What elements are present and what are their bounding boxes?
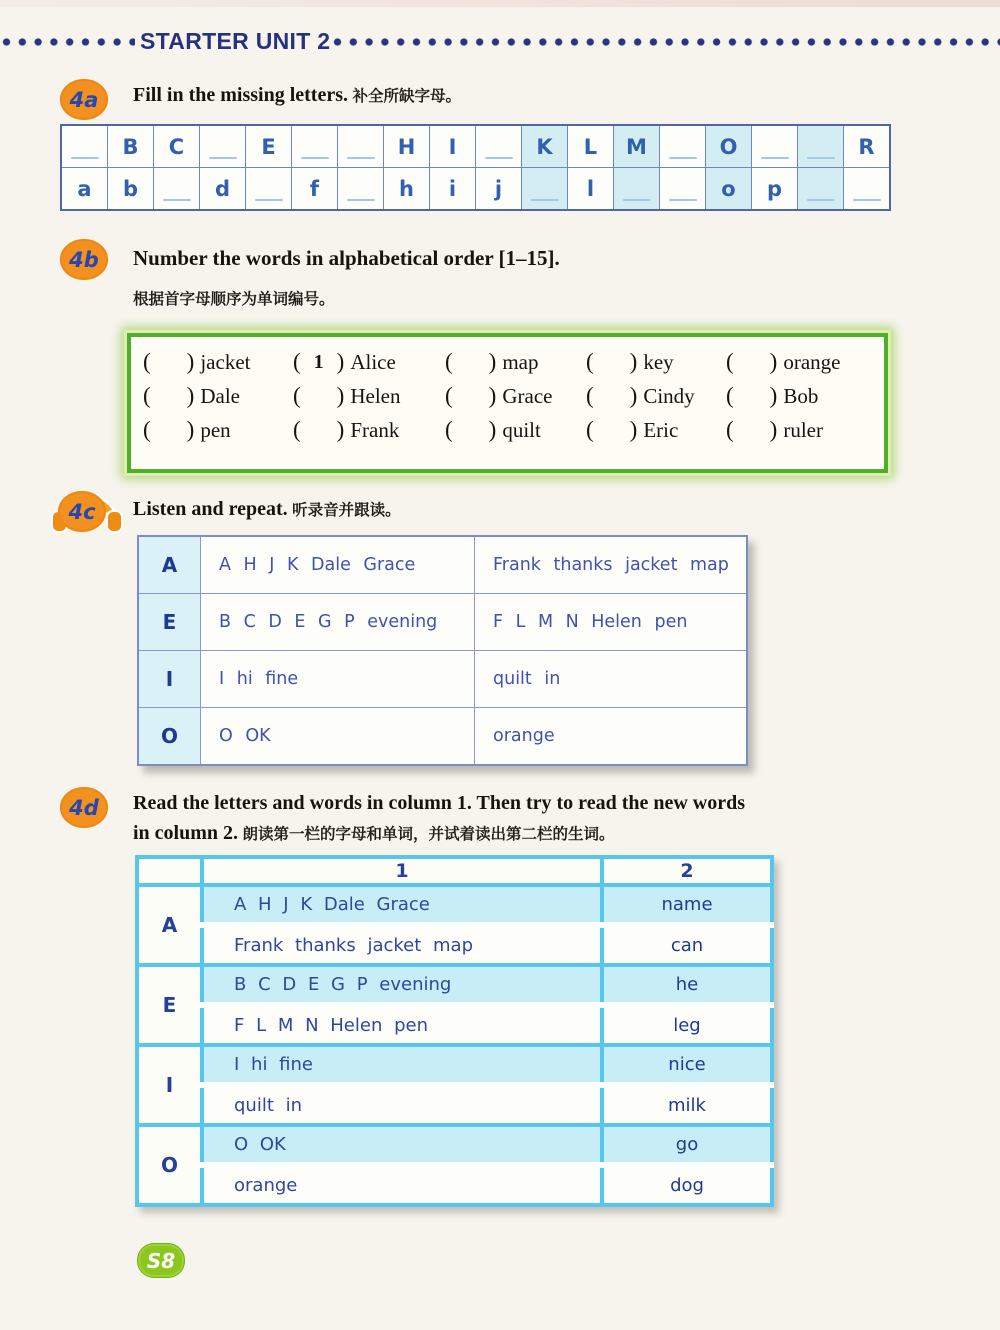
alphabet-letter: b (122, 176, 139, 201)
alphabet-cell (476, 168, 522, 211)
blank-underline (255, 199, 283, 202)
sound-words-col1: A H J K Dale Grace (201, 536, 475, 594)
open-paren: ( (445, 383, 453, 408)
blank-underline (163, 199, 191, 202)
word-numbering-item (586, 349, 726, 375)
blank-underline (209, 157, 237, 160)
alphabet-row-lower (61, 168, 890, 211)
close-paren: ) (336, 349, 345, 374)
alphabet-cell (384, 168, 430, 211)
exercise-4a-title-zh: 补全所缺字母。 (352, 88, 461, 105)
blank-underline (71, 157, 99, 160)
alphabet-letter: M (626, 134, 647, 159)
new-word-col2: can (602, 925, 772, 965)
alphabet-cell (752, 125, 798, 168)
close-paren: ) (629, 383, 638, 408)
close-paren: ) (186, 417, 195, 442)
word-numbering-item (445, 417, 586, 443)
blank-underline (301, 157, 329, 160)
alphabet-letter: B (122, 134, 139, 159)
new-word-col2: nice (602, 1045, 772, 1085)
alphabet-cell (384, 125, 430, 168)
alphabet-cell (200, 125, 246, 168)
header-dotted-line-right (333, 37, 1000, 47)
exercise-4d-title-en-line1: Read the letters and words in column 1. Then try to read the new words (133, 792, 746, 814)
alphabet-cell (522, 125, 568, 168)
alphabet-cell (706, 125, 752, 168)
alphabet-cell (108, 168, 154, 211)
open-paren: ( (143, 417, 151, 442)
alphabet-letter: K (536, 134, 553, 159)
sound-letter: O (138, 708, 201, 766)
word-numbering-row (143, 379, 884, 413)
blank-underline (807, 157, 835, 160)
table-row (137, 1045, 772, 1085)
exercise-4c-title-zh: 听录音并跟读。 (292, 502, 401, 519)
table-row (137, 1085, 772, 1125)
group-letter: I (137, 1045, 202, 1125)
listen-repeat-table (137, 535, 748, 766)
sound-words-col2: F L M N Helen pen (475, 594, 748, 651)
blank-underline (347, 157, 375, 160)
alphabet-cell (660, 168, 706, 211)
new-word-col2: leg (602, 1005, 772, 1045)
alphabet-cell (61, 125, 108, 168)
word-numbering-item (293, 349, 445, 375)
alphabet-letter: o (721, 176, 736, 201)
close-paren: ) (488, 349, 497, 374)
table-row (137, 1125, 772, 1165)
sound-words-col1: I hi fine (201, 651, 475, 708)
word-label: orange (783, 349, 841, 374)
group-words-col1: quilt in (202, 1085, 602, 1125)
alphabet-letter: h (399, 176, 414, 201)
exercise-4c-title-en: Listen and repeat. (133, 498, 288, 520)
word-numbering-row (143, 413, 884, 447)
blank-underline (669, 199, 697, 202)
alphabet-cell (752, 168, 798, 211)
sound-words-col1: B C D E G P evening (201, 594, 475, 651)
word-label: Helen (350, 383, 401, 408)
close-paren: ) (769, 349, 778, 374)
alphabet-cell (200, 168, 246, 211)
exercise-4b-title-zh: 根据首字母顺序为单词编号。 (133, 291, 335, 308)
word-label: Dale (200, 383, 240, 408)
close-paren: ) (488, 383, 497, 408)
sound-letter: A (138, 536, 201, 594)
table-row (138, 708, 747, 766)
new-word-col2: name (602, 885, 772, 925)
blank-underline (807, 199, 835, 202)
open-paren: ( (586, 417, 594, 442)
alphabet-cell (430, 125, 476, 168)
table-row (138, 536, 747, 594)
word-numbering-item (293, 417, 445, 443)
table-row (137, 1005, 772, 1045)
word-numbering-item (586, 417, 726, 443)
alphabet-cell (614, 125, 660, 168)
alphabet-cell (338, 168, 384, 211)
column-header-2: 2 (602, 857, 772, 885)
alphabet-cell (568, 168, 614, 211)
corner-cell (137, 857, 202, 885)
alphabet-cell (292, 125, 338, 168)
word-numbering-row (143, 345, 884, 379)
alphabet-cell (568, 125, 614, 168)
new-word-col2: milk (602, 1085, 772, 1125)
alphabet-letter: f (309, 176, 320, 201)
open-paren: ( (586, 383, 594, 408)
open-paren: ( (445, 349, 453, 374)
alphabet-table-wrap (60, 124, 891, 211)
alphabet-cell (154, 168, 200, 211)
exercise-4d-title-en-line2: in column 2. (133, 822, 239, 844)
close-paren: ) (769, 383, 778, 408)
open-paren: ( (143, 349, 151, 374)
exercise-4c-badge: 4c (58, 491, 106, 532)
open-paren: ( (143, 383, 151, 408)
word-label: pen (200, 417, 231, 442)
alphabet-cell (844, 125, 891, 168)
open-paren: ( (726, 349, 734, 374)
blank-underline (853, 199, 881, 202)
alphabet-letter: a (77, 176, 92, 201)
group-words-col1: Frank thanks jacket map (202, 925, 602, 965)
alphabet-letter: d (214, 176, 231, 201)
open-paren: ( (726, 417, 734, 442)
blank-underline (761, 157, 789, 160)
alphabet-cell (844, 168, 891, 211)
close-paren: ) (629, 417, 638, 442)
header-dotted-line-left (2, 37, 135, 47)
alphabet-letter: L (583, 134, 598, 159)
alphabet-cell (246, 168, 292, 211)
exercise-4d-title-zh: 朗读第一栏的字母和单词，并试着读出第二栏的生词。 (242, 826, 615, 843)
alphabet-cell (154, 125, 200, 168)
close-paren: ) (336, 417, 345, 442)
exercise-4d-heading (133, 789, 923, 849)
word-label: Eric (643, 417, 679, 442)
word-numbering-item (726, 383, 884, 409)
sound-words-col1: O OK (201, 708, 475, 766)
open-paren: ( (726, 383, 734, 408)
table-row (137, 925, 772, 965)
open-paren: ( (293, 417, 301, 442)
alphabet-letter: l (586, 176, 595, 201)
table-row (137, 1165, 772, 1205)
unit-title: STARTER UNIT 2 (140, 28, 331, 54)
blank-underline (347, 199, 375, 202)
group-words-col1: F L M N Helen pen (202, 1005, 602, 1045)
alphabet-letter: j (494, 176, 503, 201)
table-row (137, 965, 772, 1005)
alphabet-cell (338, 125, 384, 168)
alphabet-row-upper (61, 125, 890, 168)
word-label: map (502, 349, 539, 374)
exercise-4d-badge: 4d (60, 787, 108, 828)
word-numbering-item (143, 383, 293, 409)
group-letter: O (137, 1125, 202, 1205)
group-letter: A (137, 885, 202, 965)
open-paren: ( (293, 349, 301, 374)
exercise-4b-title-en: Number the words in alphabetical order [1–15]. (133, 246, 560, 270)
word-label: key (643, 349, 674, 374)
column-header-row (137, 857, 772, 885)
open-paren: ( (586, 349, 594, 374)
close-paren: ) (186, 349, 195, 374)
blank-underline (531, 199, 559, 202)
group-words-col1: A H J K Dale Grace (202, 885, 602, 925)
exercise-4a-badge: 4a (60, 79, 108, 120)
word-label: ruler (783, 417, 823, 442)
alphabet-cell (108, 125, 154, 168)
close-paren: ) (336, 383, 345, 408)
alphabet-cell (614, 168, 660, 211)
word-numbering-item (445, 349, 586, 375)
alphabet-letter: E (261, 134, 276, 159)
answer-number: 1 (313, 350, 324, 373)
word-numbering-item (445, 383, 586, 409)
alphabet-letter: O (719, 134, 738, 159)
exercise-4c-heading (133, 498, 401, 521)
word-numbering-item (726, 417, 884, 443)
sound-letter: I (138, 651, 201, 708)
word-numbering-item (143, 349, 293, 375)
alphabet-cell (706, 168, 752, 211)
alphabet-cell (798, 125, 844, 168)
table-row (138, 651, 747, 708)
sound-words-col2: Frank thanks jacket map (475, 536, 748, 594)
new-word-col2: dog (602, 1165, 772, 1205)
alphabet-cell (292, 168, 338, 211)
read-columns-table-wrap (135, 855, 774, 1207)
sound-letter: E (138, 594, 201, 651)
exercise-4b-heading (133, 246, 560, 271)
alphabet-letter: R (858, 134, 875, 159)
new-word-col2: he (602, 965, 772, 1005)
alphabet-cell (660, 125, 706, 168)
alphabet-cell (798, 168, 844, 211)
table-row (138, 594, 747, 651)
table-row (137, 885, 772, 925)
close-paren: ) (769, 417, 778, 442)
exercise-4b-badge: 4b (60, 239, 108, 280)
blank-underline (485, 157, 513, 160)
open-paren: ( (445, 417, 453, 442)
word-label: Grace (502, 383, 553, 408)
blank-underline (669, 157, 697, 160)
read-columns-table (135, 855, 774, 1207)
alphabet-cell (522, 168, 568, 211)
alphabet-cell (61, 168, 108, 211)
group-words-col1: O OK (202, 1125, 602, 1165)
word-label: Frank (350, 417, 400, 442)
blank-underline (623, 199, 651, 202)
open-paren: ( (293, 383, 301, 408)
word-numbering-item (143, 417, 293, 443)
alphabet-cell (476, 125, 522, 168)
sound-words-col2: quilt in (475, 651, 748, 708)
word-label: Cindy (643, 383, 695, 408)
group-words-col1: I hi fine (202, 1045, 602, 1085)
close-paren: ) (186, 383, 195, 408)
word-numbering-item (726, 349, 884, 375)
alphabet-letter: p (766, 176, 783, 201)
listen-repeat-table-wrap (137, 535, 748, 766)
exercise-4a-title-en: Fill in the missing letters. (133, 84, 348, 106)
page-number-badge: S8 (137, 1243, 185, 1278)
word-numbering-item (586, 383, 726, 409)
alphabet-cell (430, 168, 476, 211)
group-letter: E (137, 965, 202, 1045)
new-word-col2: go (602, 1125, 772, 1165)
group-words-col1: B C D E G P evening (202, 965, 602, 1005)
column-header-1: 1 (202, 857, 602, 885)
alphabet-letter: C (168, 134, 185, 159)
word-numbering-item (293, 383, 445, 409)
alphabet-cell (246, 125, 292, 168)
scan-edge (0, 0, 1000, 7)
close-paren: ) (629, 349, 638, 374)
alphabet-letter: H (397, 134, 416, 159)
word-label: Alice (350, 349, 396, 374)
word-label: quilt (502, 417, 541, 442)
word-label: jacket (200, 349, 251, 374)
word-label: Bob (783, 383, 819, 408)
group-words-col1: orange (202, 1165, 602, 1205)
exercise-4a-heading (133, 84, 461, 107)
word-numbering-box (127, 333, 888, 473)
sound-words-col2: orange (475, 708, 748, 766)
exercise-4b-heading-zh (133, 287, 335, 309)
alphabet-table (60, 124, 891, 211)
close-paren: ) (488, 417, 497, 442)
alphabet-letter: i (448, 176, 457, 201)
alphabet-letter: I (448, 134, 457, 159)
